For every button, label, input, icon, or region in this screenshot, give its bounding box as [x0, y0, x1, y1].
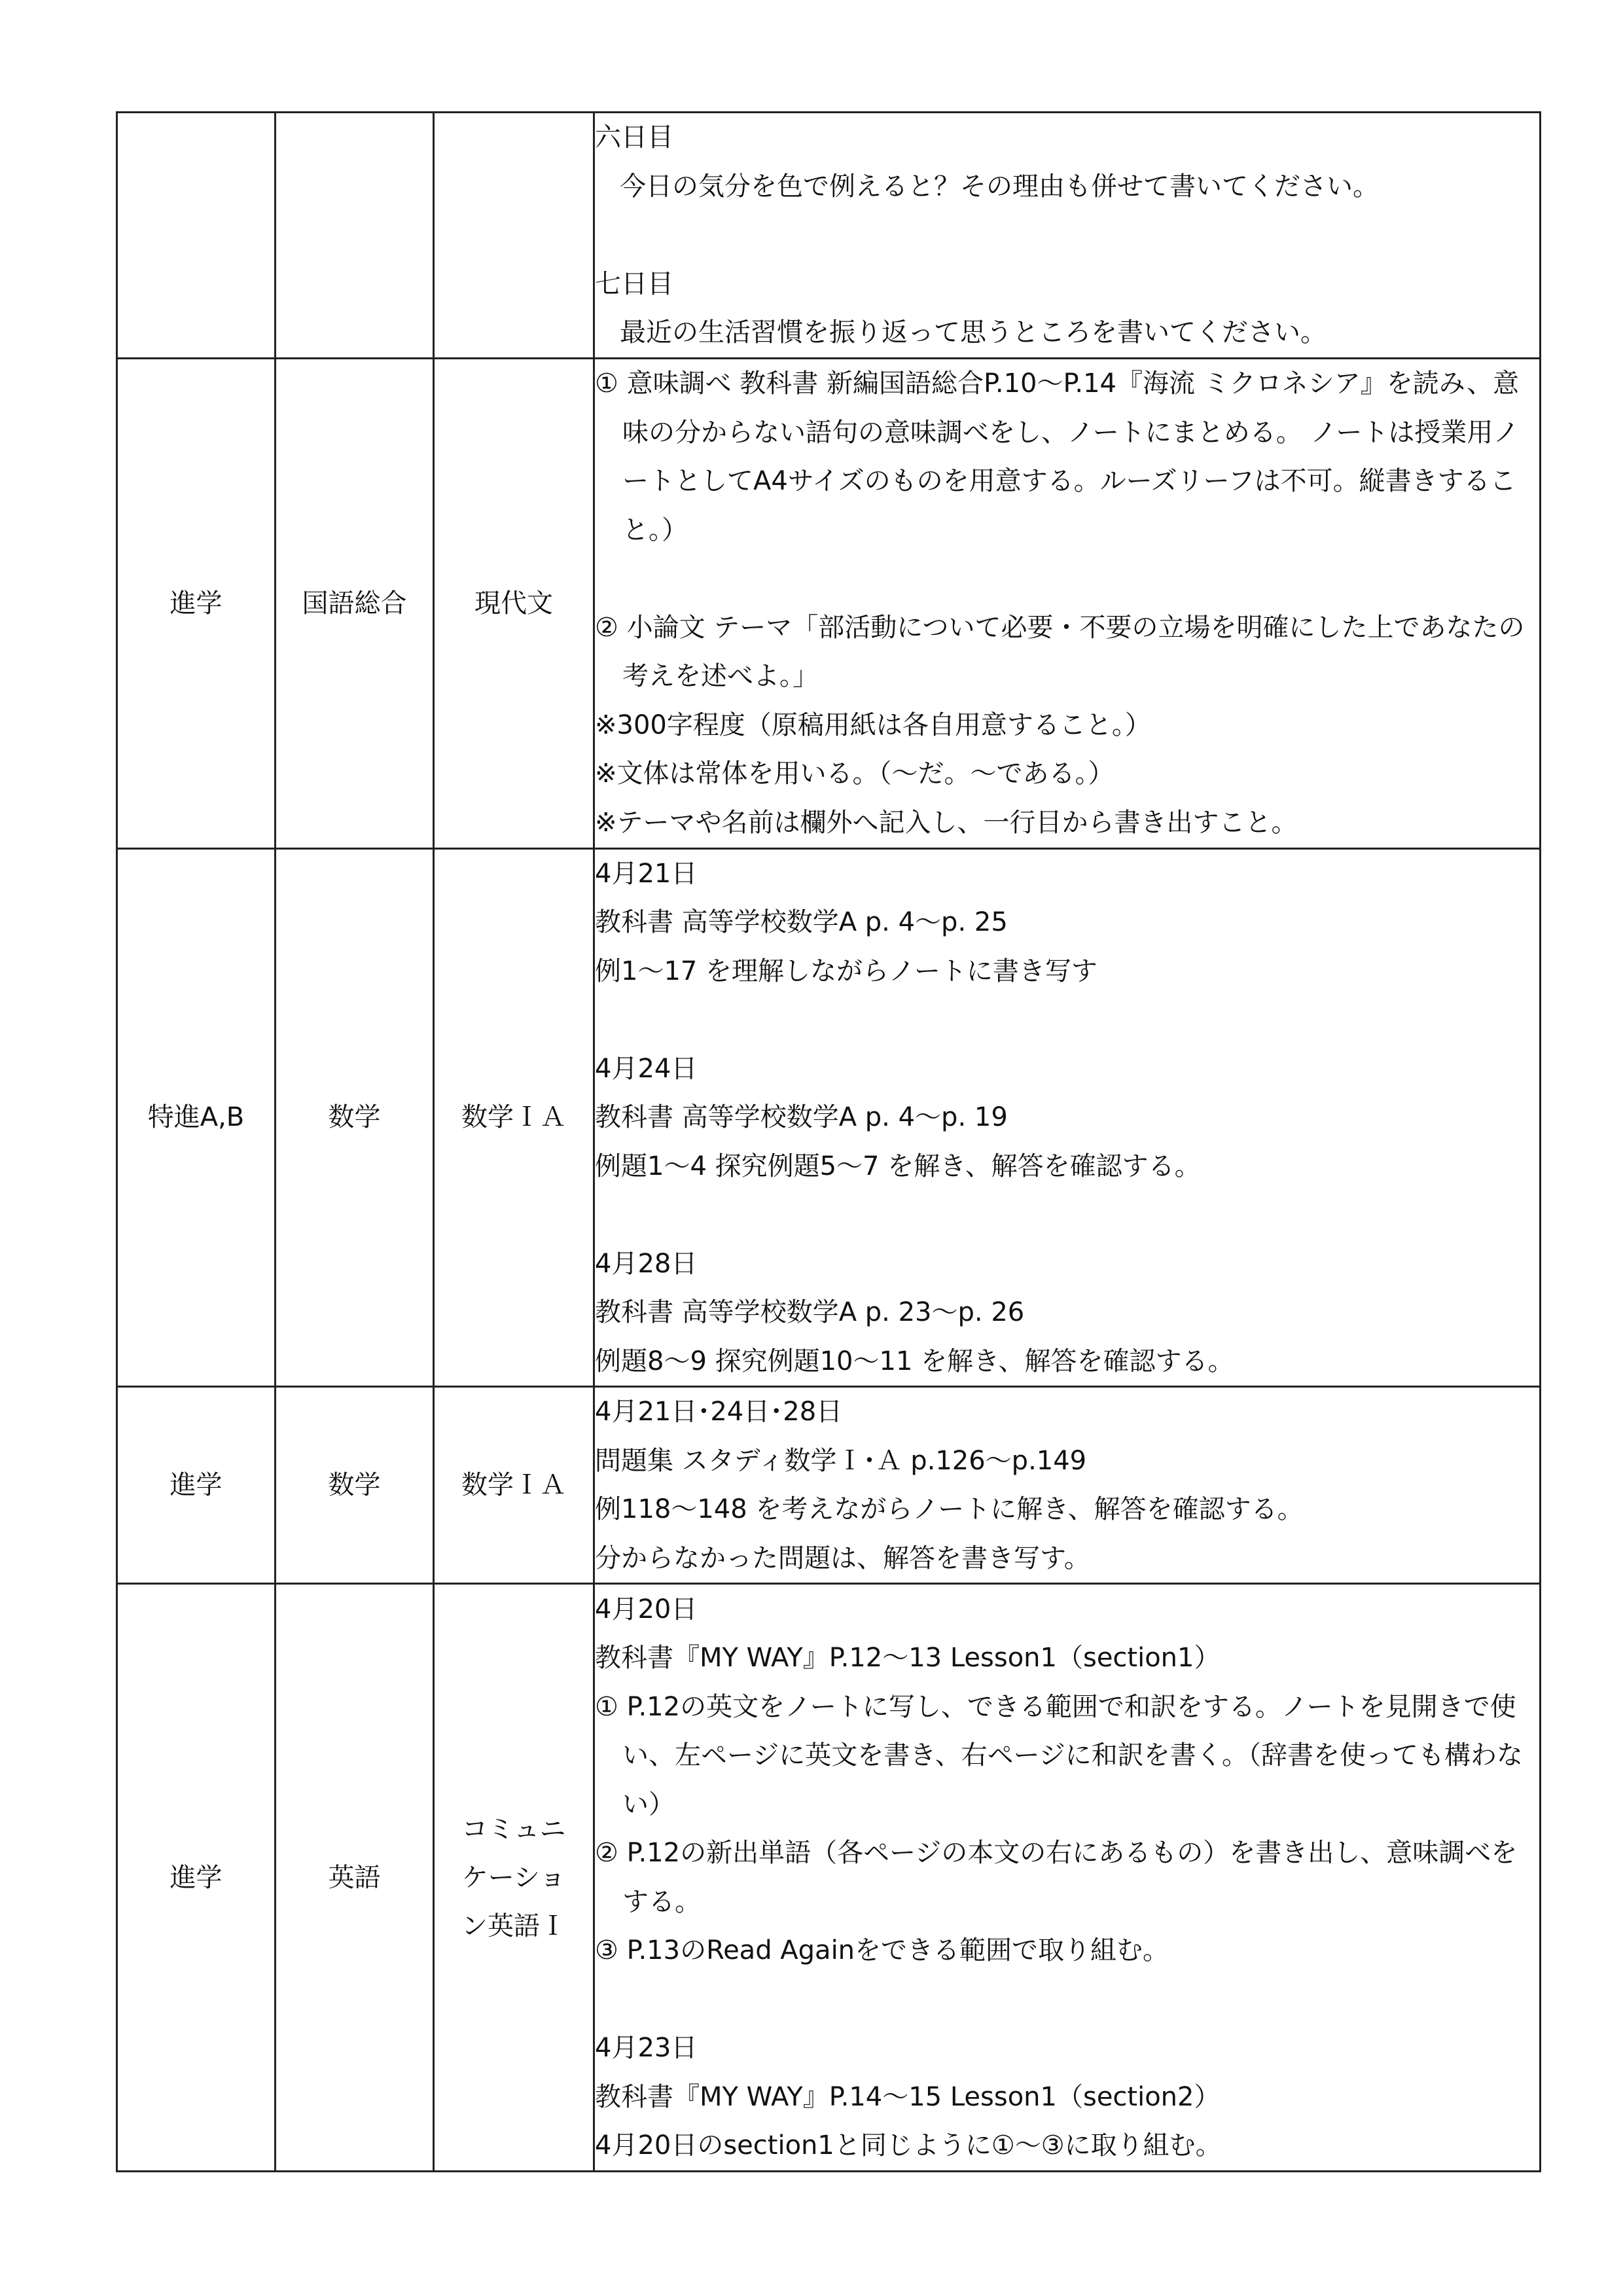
subject-cell: 数学 — [276, 1387, 434, 1584]
content-cell — [594, 848, 1541, 1387]
content-line: 教科書 高等学校数学A p. 23～p. 26 — [595, 1297, 1025, 1327]
table-row — [117, 1387, 1541, 1584]
class-cell: コミュニケーション英語Ｉ — [434, 1584, 594, 2172]
class-cell: 現代文 — [434, 358, 594, 848]
course-cell: 進学 — [117, 358, 276, 848]
content-cell — [594, 113, 1541, 359]
content-line: 4月23日 — [595, 2033, 698, 2063]
content-line: 例題1～4 探究例題5～7 を解き、解答を確認する。 — [595, 1151, 1201, 1181]
content-line: ※テーマや名前は欄外へ記入し、一行目から書き出すこと。 — [595, 807, 1298, 838]
blank-line — [595, 211, 1539, 260]
class-cell — [434, 113, 594, 359]
content-line: 教科書 高等学校数学A p. 4～p. 19 — [595, 1102, 1008, 1132]
content-line: 教科書 高等学校数学A p. 4～p. 25 — [595, 907, 1008, 937]
table-row — [117, 1584, 1541, 2172]
content-line: ② P.12の新出単語（各ページの本文の右にあるもの）を書き出し、意味調べをする。 — [595, 1838, 1518, 1917]
content-line: 4月28日 — [595, 1248, 698, 1279]
blank-line — [595, 1975, 1539, 2024]
content-line: ② 小論文 テーマ「部活動について必要・不要の立場を明確にした上であなたの考えを述べよ。」 — [595, 612, 1525, 691]
content-line: 問題集 スタディ数学Ｉ･Ａ p.126～p.149 — [595, 1445, 1087, 1476]
content-line: 例題8～9 探究例題10～11 を解き、解答を確認する。 — [595, 1346, 1234, 1376]
course-cell: 進学 — [117, 1387, 276, 1584]
subject-cell: 数学 — [276, 848, 434, 1387]
course-cell: 特進A,B — [117, 848, 276, 1387]
content-cell — [594, 1387, 1541, 1584]
content-line: ※文体は常体を用いる。（～だ。～である。） — [595, 759, 1115, 789]
content-line: ③ P.13のRead Againをできる範囲で取り組む。 — [595, 1935, 1169, 1965]
content-line: 4月21日･24日･28日 — [595, 1397, 843, 1427]
course-cell: 進学 — [117, 1584, 276, 2172]
content-line: 分からなかった問題は、解答を書き写す。 — [595, 1543, 1090, 1573]
table-row — [117, 113, 1541, 359]
content-line: ① 意味調べ 教科書 新編国語総合P.10～P.14『海流 ミクロネシア』を読み、意味の分からない語句の意味調べをし、ノートにまとめる。 ノートは授業用ノートとしてA4サイズのものを用意する。ルーズリーフは不可。縦書きすること。） — [595, 368, 1520, 545]
content-cell — [594, 1584, 1541, 2172]
content-line: ※300字程度（原稿用紙は各自用意すること。） — [595, 709, 1151, 740]
class-cell: 数学ＩＡ — [434, 1387, 594, 1584]
content-line: ① P.12の英文をノートに写し、できる範囲で和訳をする。ノートを見開きで使い、左ページに英文を書き、右ページに和訳を書く。（辞書を使っても構わない） — [595, 1691, 1523, 1820]
content-line: 今日の気分を色で例えると？その理由も併せて書いてください。 — [620, 171, 1379, 202]
content-line: 六日目 — [595, 122, 673, 152]
content-line: 教科書『MY WAY』P.12～13 Lesson1（section1） — [595, 1643, 1221, 1673]
content-line: 4月20日 — [595, 1594, 698, 1624]
blank-line — [595, 996, 1539, 1045]
subject-cell: 英語 — [276, 1584, 434, 2172]
table-row — [117, 848, 1541, 1387]
content-line: 4月21日 — [595, 858, 698, 889]
blank-line — [595, 554, 1539, 603]
content-line: 最近の生活習慣を振り返って思うところを書いてください。 — [620, 317, 1327, 348]
class-cell: 数学ＩＡ — [434, 848, 594, 1387]
subject-cell — [276, 113, 434, 359]
table-row — [117, 358, 1541, 848]
content-line: 4月20日のsection1と同じように①～③に取り組む。 — [595, 2130, 1222, 2161]
blank-line — [595, 1191, 1539, 1240]
course-cell — [117, 113, 276, 359]
content-cell — [594, 358, 1541, 848]
content-line: 例1～17 を理解しながらノートに書き写す — [595, 956, 1097, 986]
assignment-table — [116, 111, 1541, 2172]
content-line: 教科書『MY WAY』P.14～15 Lesson1（section2） — [595, 2081, 1221, 2112]
content-line: 例118～148 を考えながらノートに解き、解答を確認する。 — [595, 1494, 1304, 1524]
content-line: 4月24日 — [595, 1053, 698, 1084]
subject-cell: 国語総合 — [276, 358, 434, 848]
content-line: 七日目 — [595, 268, 673, 299]
